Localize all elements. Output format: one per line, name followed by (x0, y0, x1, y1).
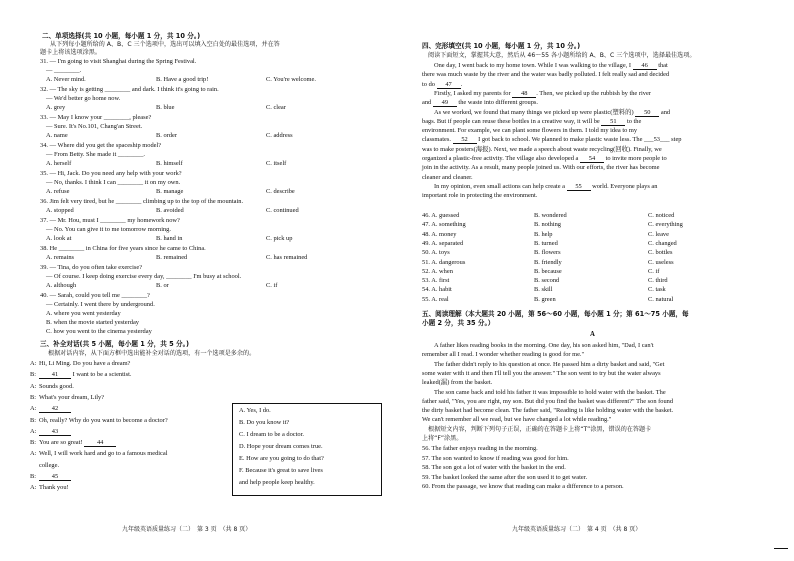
option-f-cont: and help people keep healthy. (239, 479, 315, 486)
passage-line: We can't remember all we read, but we have changed a lot while reading." (422, 416, 612, 424)
q33-option-b[interactable]: B. order (156, 132, 177, 139)
dialog-blank[interactable]: 42 (39, 405, 71, 413)
dialog-speaker: A: (30, 405, 37, 413)
cloze-option-c[interactable]: C. bottles (648, 249, 673, 257)
dialog-line (30, 428, 71, 436)
cloze-line (434, 183, 657, 191)
q32-reply: — We'd better go home now. (46, 95, 121, 102)
q39-reply: — Of course. I keep doing exercise every day, ________ I'm busy at school. (46, 273, 242, 280)
q38-option-a[interactable]: A. remains (46, 254, 75, 261)
q37-reply: — No. You can give it to me tomorrow morning. (46, 226, 171, 233)
cloze-line (422, 164, 659, 172)
cloze-option-b[interactable]: B. second (534, 277, 560, 285)
cloze-text: to do (422, 80, 437, 88)
cloze-blank[interactable]: 46 (633, 62, 657, 70)
dialog-speaker: B: (30, 416, 37, 424)
section5-title-cont: 小题 2 分，共 35 分。） (422, 319, 495, 327)
passage-line: A father likes reading books in the morning. One day, his son asked him, "Dad, I can't (434, 342, 654, 349)
cloze-option-a[interactable]: 53. A. first (422, 277, 450, 285)
cloze-line (434, 62, 668, 70)
q39-option-b[interactable]: B. or (156, 282, 169, 289)
passage-line: father said, "Yes, you are right, my son. But did you find the basket was different?" The son found (422, 397, 674, 405)
cloze-option-a[interactable]: 52. A. when (422, 267, 453, 275)
cloze-text: Firstly, I asked my parents for (434, 89, 513, 97)
cloze-blank[interactable]: 48 (512, 90, 536, 98)
cloze-text: and (659, 108, 671, 116)
q32-option-a[interactable]: A. grey (46, 104, 66, 111)
q37-option-c[interactable]: C. pick up (266, 235, 293, 242)
dialog-text: Sounds good. (39, 382, 74, 390)
cloze-text: . (460, 80, 463, 88)
cloze-option-b[interactable]: B. because (534, 267, 562, 275)
cloze-line (422, 136, 681, 144)
cloze-option-c[interactable]: C. natural (648, 295, 674, 303)
q34-reply: — From Betty. She made it ________. (46, 151, 145, 158)
cloze-line (434, 109, 670, 117)
cloze-option-a[interactable]: 48. A. money (422, 230, 457, 238)
dialog-speaker: A: (30, 484, 37, 492)
cloze-line (422, 127, 637, 135)
cloze-option-c[interactable]: C. third (648, 277, 668, 285)
dialog-line (30, 383, 74, 391)
cloze-option-c[interactable]: C. noticed (648, 212, 675, 219)
passage-line: some water with it and then I'll tell you the answer." The son went to try but the water always (422, 369, 661, 377)
q40-option-c[interactable]: C. how you went to the cinema yesterday (46, 328, 152, 335)
dialog-line (30, 439, 116, 447)
cloze-text: . Then, we picked up the rubbish by the river (536, 89, 651, 97)
cloze-text: there was much waste by the river and the water was badly polluted. I felt really sad and decided (422, 71, 670, 79)
dialog-line (30, 462, 59, 470)
q34-option-b[interactable]: B. himself (156, 160, 183, 167)
dialog-blank[interactable]: 45 (39, 473, 71, 481)
right-page (418, 0, 768, 561)
dialog-text: What's your dream, Lily? (39, 393, 105, 401)
dialog-line (30, 394, 104, 402)
option-b: B. Do you know it? (239, 419, 290, 426)
q33-option-a[interactable]: A. name (46, 132, 68, 139)
cloze-text: important role in protecting the environment. (422, 192, 538, 200)
cloze-text: I got back to school. We planned to make plastic waste less. The ___53___ step (476, 136, 682, 144)
q35-option-b[interactable]: B. manage (156, 188, 184, 195)
dialog-text: Well, I will work hard and go to a famous medical (39, 450, 168, 458)
page-edge-mark (774, 548, 788, 549)
dialog-line (30, 360, 130, 368)
cloze-option-a[interactable]: 50. A. toys (422, 249, 450, 257)
cloze-text: As we worked, we found that many things we picked up were plastic(塑料的) (434, 108, 636, 116)
q37-option-b[interactable]: B. hand in (156, 235, 183, 242)
tf-item: 57. The son wanted to know if reading was good for him. (422, 454, 569, 462)
cloze-line (422, 99, 538, 107)
dialog-blank[interactable]: 44 (84, 439, 116, 447)
q40-option-b[interactable]: B. when the movie started yesterday (46, 319, 139, 326)
cloze-line (422, 174, 473, 182)
q31-reply: — ________. (46, 67, 82, 74)
q36-option-b[interactable]: B. avoided (156, 207, 184, 214)
q32-option-b[interactable]: B. blue (156, 104, 175, 111)
dialog-text: Oh, really? Why do you want to become a doctor? (39, 416, 168, 424)
dialog-line (30, 405, 71, 413)
cloze-option-a[interactable]: 47. A. something (422, 221, 466, 229)
cloze-text: In my opinion, even small actions can help create a (434, 182, 567, 190)
cloze-line (422, 155, 667, 163)
cloze-line (422, 192, 537, 200)
q32-option-c[interactable]: C. clear (266, 104, 286, 111)
dialog-speaker: A: (30, 427, 37, 435)
q31-option-a[interactable]: A. Never mind. (46, 76, 86, 83)
cloze-line (422, 118, 641, 126)
q40-reply: — Certainly. I went there by underground. (46, 301, 155, 308)
cloze-text: join in the activity. As a result, many people joined us. With our efforts, the river has become (422, 164, 660, 172)
q39-option-a[interactable]: A. although (46, 282, 77, 289)
cloze-text: classmates. (422, 136, 453, 144)
cloze-text: cleaner and cleaner. (422, 173, 473, 181)
cloze-line (422, 71, 669, 79)
section2-instructions-cont: 题卡上将该选项涂黑。 (40, 49, 101, 56)
cloze-blank[interactable]: 49 (433, 99, 457, 107)
cloze-blank[interactable]: 52 (453, 136, 477, 144)
cloze-option-b[interactable]: B. help (534, 230, 553, 238)
q37-stem: 37. — Mr. Hou, must I ________ my homework now? (40, 217, 180, 224)
cloze-option-b[interactable]: B. wondered (534, 212, 567, 219)
option-c: C. I dream to be a doctor. (239, 431, 304, 438)
dialog-speaker: B: (30, 393, 37, 401)
q38-option-c[interactable]: C. has remained (266, 254, 308, 261)
cloze-text: to invite more people to (603, 155, 667, 162)
section4-title: 四、完形填空(共 10 小题，每小题 1 分，共 10 分。) (422, 42, 581, 50)
dialog-line (30, 473, 71, 481)
q40-stem: 40. — Sarah, could you tell me ________? (40, 292, 150, 299)
q31-option-c[interactable]: C. You're welcome. (266, 76, 316, 83)
left-page (30, 0, 385, 561)
dialog-text: You are so great! (39, 439, 83, 447)
cloze-line (422, 81, 462, 89)
cloze-option-c[interactable]: C. useless (648, 258, 674, 266)
dialog-text: Hi, Li Ming. Do you have a dream? (39, 360, 131, 367)
cloze-option-c[interactable]: C. leave (648, 230, 669, 238)
q37-option-a[interactable]: A. look at (46, 235, 72, 242)
cloze-option-a[interactable]: 49. A. separated (422, 239, 464, 247)
tf-item: 58. The son got a lot of water with the basket in the end. (422, 464, 566, 472)
dialog-speaker: A: (30, 360, 37, 367)
passage-line: The son came back and told his father it was impossible to hold water with the basket. The (434, 388, 666, 396)
dialog-line (30, 417, 168, 425)
cloze-blank[interactable]: 55 (567, 183, 591, 191)
cloze-text: organized a plastic-free activity. The village also developed a (422, 155, 580, 162)
cloze-option-c[interactable]: C. task (648, 286, 666, 294)
section5-title: 五、阅读理解（本大题共 20 小题，第 56～60 小题，每小题 1 分；第 61～75 小题，每 (422, 310, 689, 318)
q34-stem: 34. — Where did you get the spaceship model? (40, 142, 162, 149)
cloze-option-a[interactable]: 46. A. guessed (422, 212, 460, 219)
q34-option-a[interactable]: A. herself (46, 160, 72, 167)
cloze-option-a[interactable]: 54. A. habit (422, 286, 452, 294)
q33-reply: — Sure. It's No.101, Chang'an Street. (46, 123, 143, 130)
tf-instructions: 根据短文内容，判断下列句子正误，正确的在答题卡上将“T”涂黑，错误的在答题卡 (428, 426, 652, 433)
cloze-option-c[interactable]: C. everything (648, 221, 683, 229)
cloze-blank[interactable]: 50 (635, 109, 659, 117)
cloze-blank[interactable]: 47 (437, 81, 461, 89)
q33-option-c[interactable]: C. address (266, 132, 293, 139)
cloze-option-b[interactable]: B. green (534, 295, 556, 303)
cloze-text: world. Everyone plays an (590, 182, 658, 190)
q31-option-b[interactable]: B. Have a good trip! (156, 76, 209, 83)
option-f: F. Because it's great to save lives (239, 467, 323, 474)
dialog-speaker: B: (30, 371, 37, 379)
tf-instructions-cont: 上将“F”涂黑。 (422, 435, 463, 442)
cloze-text: to the (625, 117, 642, 125)
cloze-text: environment. For example, we can plant some flowers in them. I told my idea to my (422, 127, 638, 135)
section2-instructions: 从下列每小题所给的 A、B、C 三个选项中，选出可以填入空白处的最佳选项，并在答 (50, 41, 280, 48)
dialog-speaker: B: (30, 439, 37, 447)
dialog-text: college. (39, 461, 60, 469)
cloze-text: was to make posters(海报). Next, we made a speech about waste recycling(回收). Finally, we (422, 145, 662, 153)
dialog-blank[interactable]: 41 (39, 371, 71, 379)
passage-label: A (590, 331, 595, 338)
dialog-text: Thank you! (39, 484, 69, 492)
cloze-option-a[interactable]: 55. A. real (422, 295, 449, 303)
q39-option-c[interactable]: C. if (266, 282, 278, 289)
dialog-line (30, 484, 69, 492)
cloze-option-b[interactable]: B. skill (534, 286, 553, 294)
q34-option-c[interactable]: C. itself (266, 160, 287, 167)
cloze-line (422, 146, 662, 154)
q36-option-c[interactable]: C. continued (266, 207, 299, 214)
option-a: A. Yes, I do. (239, 407, 271, 414)
section4-instructions: 阅读下面短文，掌握其大意，然后从 46～55 各小题所给的 A、B、C 三个选项中，选择最佳选项。 (428, 52, 696, 59)
section3-instructions: 根据对话内容，从下面方框中选出能补全对话的选项，有一个选项是多余的。 (48, 350, 256, 357)
cloze-blank[interactable]: 54 (580, 155, 604, 163)
passage-line: The father didn't reply to his question at once. He passed him a dirty basket and said, "Get (434, 360, 665, 368)
q31-stem: 31. — I'm going to visit Shanghai during the Spring Festival. (40, 58, 197, 65)
cloze-option-c[interactable]: C. if (648, 267, 660, 275)
tf-item: 56. The father enjoys reading in the morning. (422, 445, 538, 452)
q35-option-a[interactable]: A. refuse (46, 188, 70, 195)
q36-option-a[interactable]: A. stopped (46, 207, 74, 214)
q39-stem: 39. — Tina, do you often take exercise? (40, 264, 143, 271)
dialog-line (30, 450, 168, 458)
q35-reply: — No, thanks. I think I can ________ it on my own. (46, 179, 181, 186)
dialog-line (30, 371, 132, 379)
cloze-text: the waste into different groups. (456, 99, 538, 107)
dialog-blank[interactable]: 43 (39, 428, 71, 436)
option-e: E. How are you going to do that? (239, 455, 324, 462)
tf-item: 59. The basket looked the same after the son used it to get water. (422, 473, 588, 481)
option-d: D. Hope your dream comes true. (239, 443, 323, 450)
cloze-text: that (656, 62, 668, 69)
options-box (232, 403, 382, 496)
cloze-option-b[interactable]: B. flowers (534, 249, 561, 257)
passage-line: remember all I read. I wonder whether reading is good for me." (422, 351, 585, 359)
cloze-text: One day, I went back to my home town. While I was walking to the village, I (434, 62, 633, 69)
passage-line: leaked(漏) from the basket. (422, 379, 493, 387)
q33-stem: 33. — May I know your ________, please? (40, 114, 152, 121)
left-footer: 九年级英语质量练习（二） 第 3 页 （共 8 页） (122, 526, 252, 533)
q38-stem: 38. He ________ in China for five years since he came to China. (40, 245, 206, 252)
cloze-option-b[interactable]: B. nothing (534, 221, 561, 229)
cloze-blank[interactable]: 51 (601, 118, 625, 126)
cloze-text: and (422, 99, 433, 107)
section2-title: 二、单项选择(共 10 小题，每小题 1 分，共 10 分。) (42, 32, 201, 40)
dialog-speaker: A: (30, 450, 37, 458)
cloze-option-b[interactable]: B. turned (534, 239, 558, 247)
passage-line: the dirty basket had become clean. The father said, "Reading is like holding water with the basket. (422, 407, 674, 415)
q36-stem: 36. Jim felt very tired, but he ________ climbing up to the top of the mountain. (40, 198, 244, 205)
cloze-option-b[interactable]: B. friendly (534, 258, 562, 266)
section3-title: 三、补全对话(共 5 小题，每小题 1 分，共 5 分。) (40, 340, 189, 348)
right-footer: 九年级英语质量练习（二） 第 4 页 （共 8 页） (512, 526, 642, 533)
q32-stem: 32. — The sky is getting ________ and dark. I think it's going to rain. (40, 86, 219, 93)
q40-option-a[interactable]: A. where you went yesterday (46, 310, 121, 317)
q38-option-b[interactable]: B. remained (156, 254, 188, 261)
dialog-text: I want to be a scientist. (72, 371, 132, 379)
cloze-option-a[interactable]: 51. A. dangerous (422, 258, 466, 266)
cloze-option-c[interactable]: C. changed (648, 239, 677, 247)
cloze-line (434, 90, 651, 98)
dialog-speaker: B: (30, 473, 37, 480)
q35-option-c[interactable]: C. describe (266, 188, 295, 195)
cloze-text: bags. But if people can reuse these bottles in a creative way, it will be (422, 117, 602, 125)
tf-item: 60. From the passage, we know that reading can make a difference to a person. (422, 483, 624, 491)
dialog-speaker: A: (30, 382, 37, 390)
q35-stem: 35. — Hi, Jack. Do you need any help with your work? (40, 170, 182, 177)
